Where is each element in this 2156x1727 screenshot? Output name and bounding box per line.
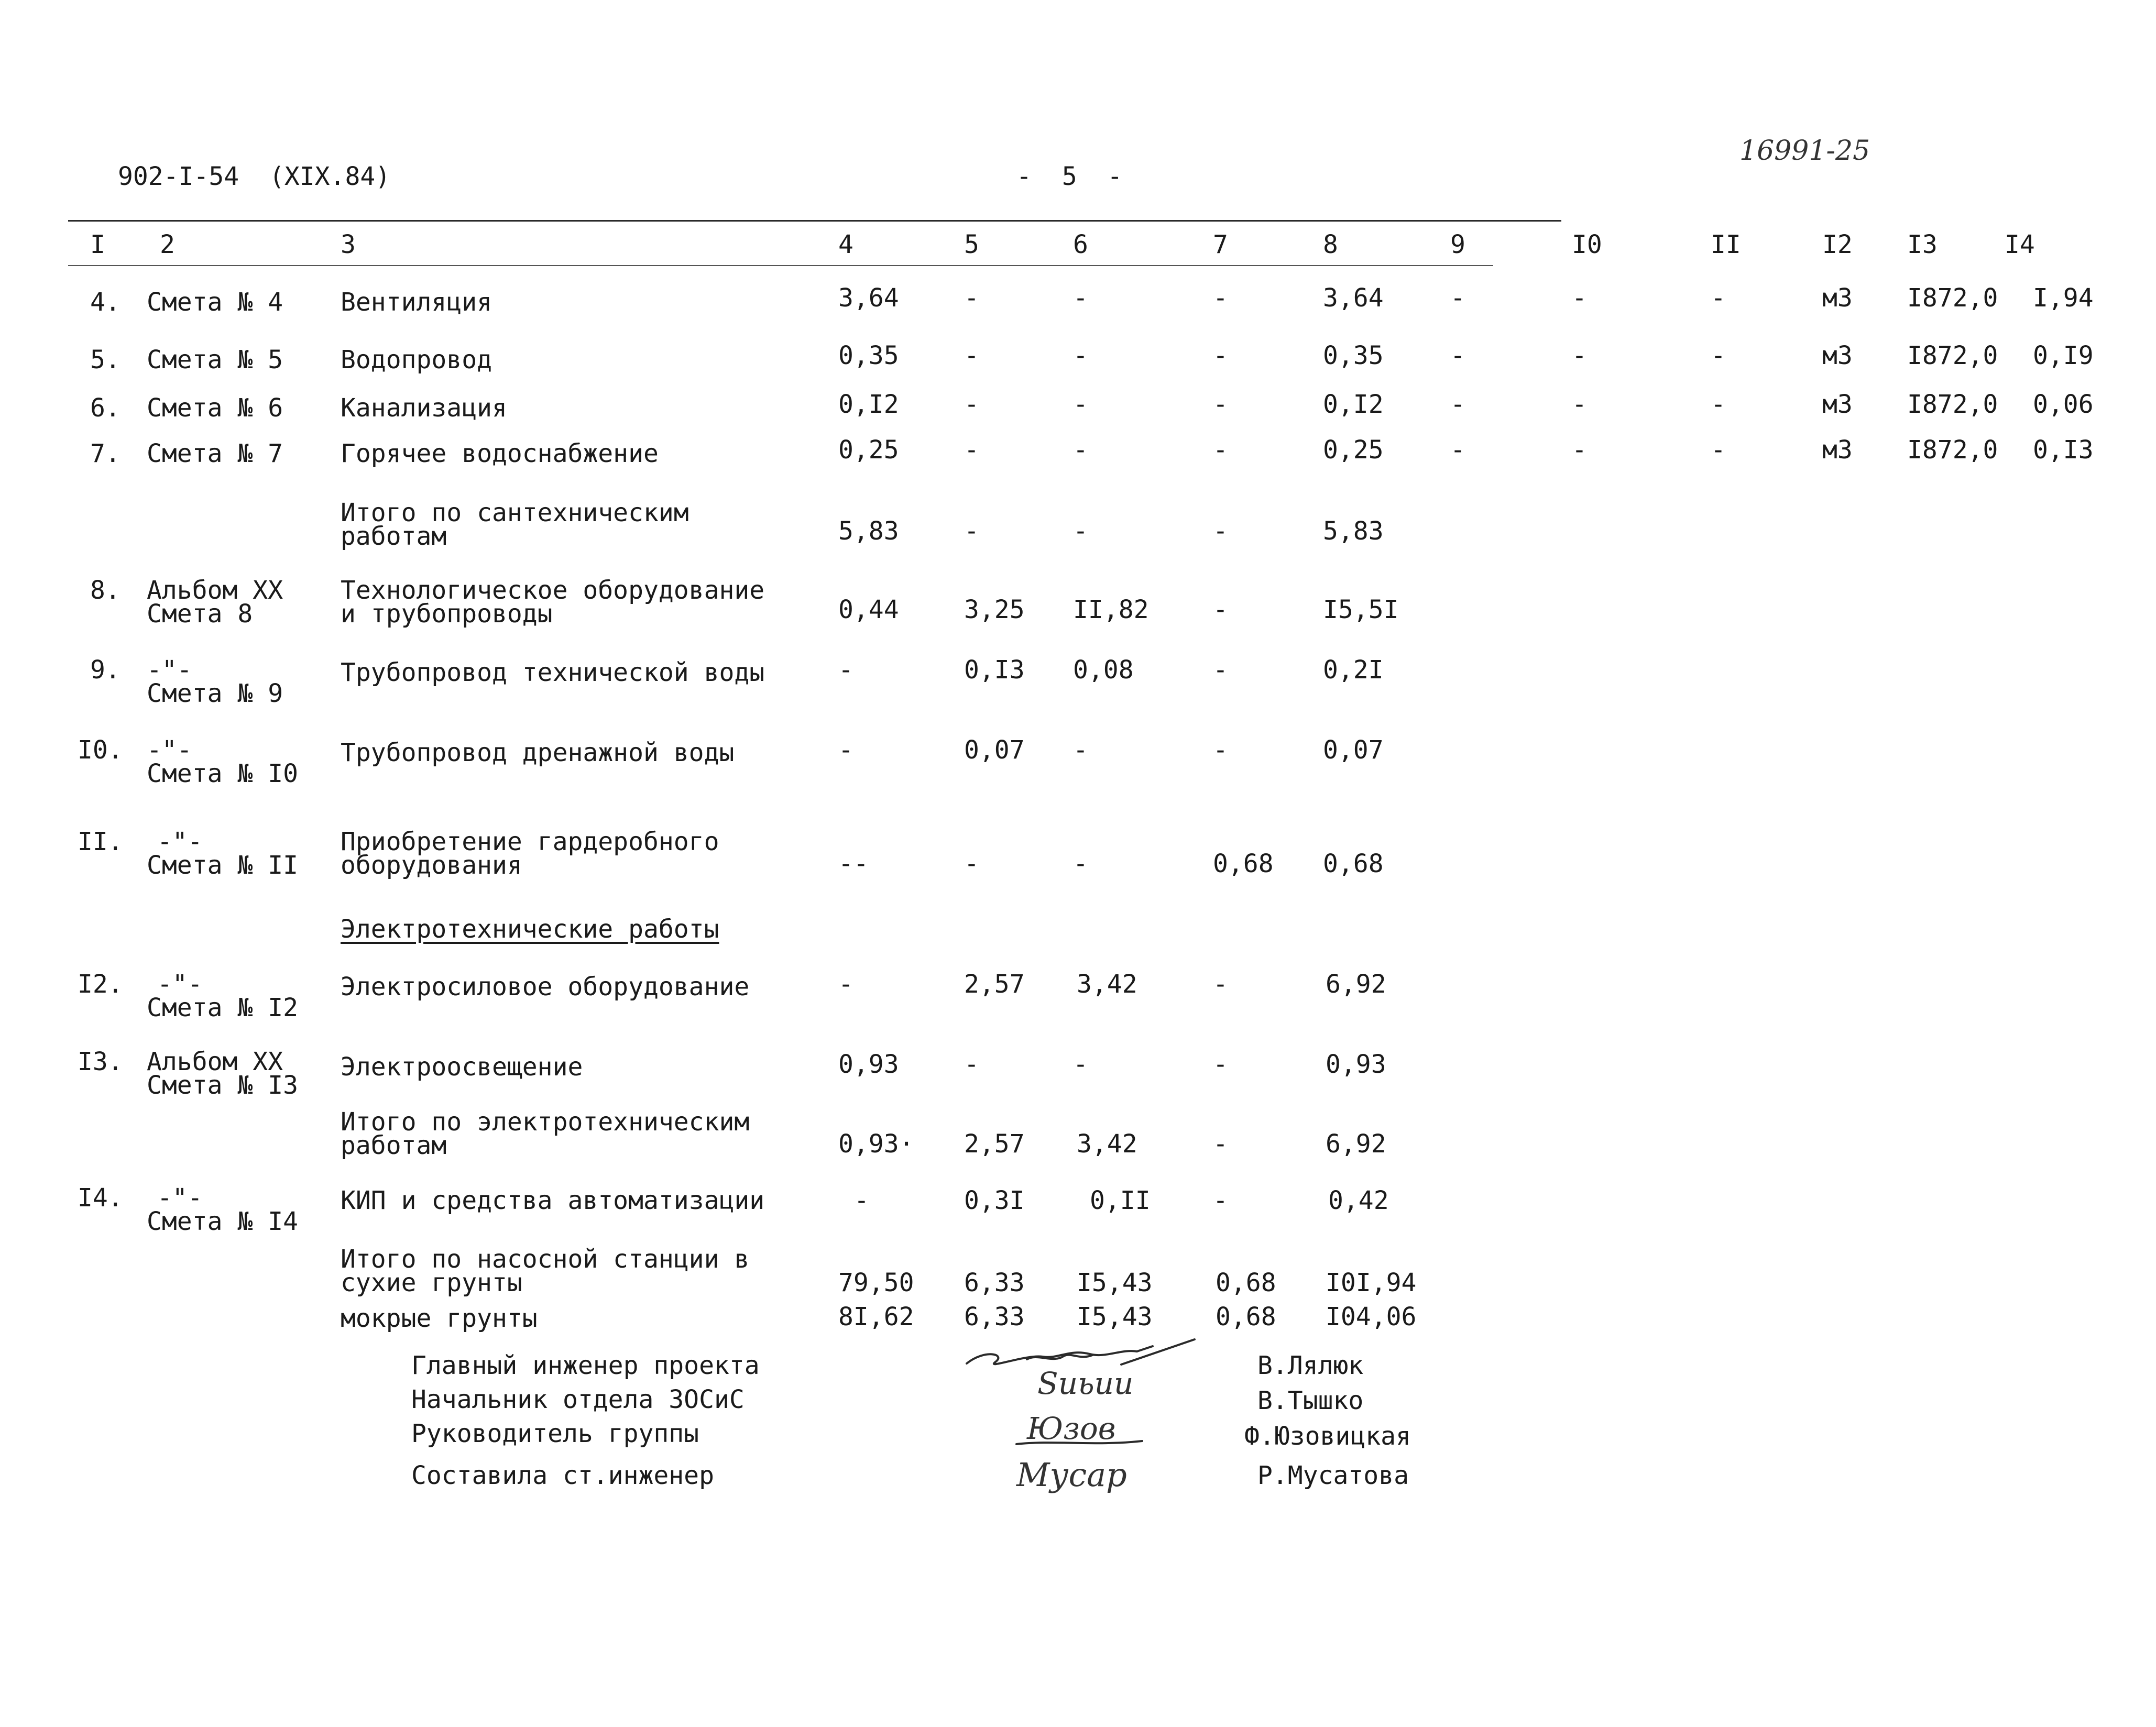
row-name: Итого по насосной станции в [341, 1245, 750, 1274]
cell-col13: I872,0 [1907, 341, 1998, 370]
cell-col7: - [1213, 970, 1228, 999]
cell-col9: - [1450, 341, 1465, 370]
cell-col4: 8I,62 [838, 1302, 914, 1332]
cell-col9: - [1450, 435, 1465, 465]
cell-col6: 0,II [1090, 1186, 1151, 1215]
row-reference: Смета № 9 [147, 679, 283, 708]
cell-col8: 5,83 [1323, 516, 1384, 546]
cell-col7: - [1213, 435, 1228, 465]
row-number: 6. [90, 393, 121, 423]
cell-col6: - [1073, 735, 1088, 765]
row-reference: -"- [147, 655, 192, 685]
cell-col8: 0,68 [1323, 849, 1384, 878]
cell-col8: 0,2I [1323, 655, 1384, 685]
row-number: I2. [78, 970, 123, 999]
cell-col4: -- [838, 849, 869, 878]
cell-col8: 6,92 [1326, 1129, 1386, 1159]
section-heading: Электротехнические работы [341, 915, 719, 944]
cell-col5: - [964, 341, 979, 370]
column-header: I [90, 230, 105, 259]
cell-col7: - [1213, 595, 1228, 624]
header-rule-bottom [68, 265, 1493, 266]
cell-col6: - [1073, 390, 1088, 419]
signature-handwriting: Мусар [1016, 1456, 1127, 1494]
cell-col6: - [1073, 1050, 1088, 1079]
cell-col6: - [1073, 341, 1088, 370]
cell-col6: - [1073, 435, 1088, 465]
column-header: 6 [1073, 230, 1088, 259]
cell-col6: - [1073, 849, 1088, 878]
cell-col5: 0,07 [964, 735, 1025, 765]
cell-col14: 0,I3 [2033, 435, 2094, 465]
row-number: 7. [90, 439, 121, 468]
cell-col13: I872,0 [1907, 435, 1998, 465]
row-reference: Альбом XX [147, 1047, 283, 1076]
cell-col9: - [1450, 390, 1465, 419]
row-reference: Смета № I3 [147, 1071, 298, 1100]
cell-col7: - [1213, 1129, 1228, 1159]
row-name: сухие грунты [341, 1268, 522, 1297]
column-header: I3 [1907, 230, 1938, 259]
row-reference: Смета № 5 [147, 345, 283, 375]
column-header: 3 [341, 230, 356, 259]
cell-col5: - [964, 435, 979, 465]
row-name: и трубопроводы [341, 599, 553, 629]
cell-col7: - [1213, 341, 1228, 370]
cell-col4: - [854, 1186, 869, 1215]
cell-col10: - [1572, 341, 1587, 370]
row-name: Технологическое оборудование [341, 576, 765, 605]
row-name: оборудования [341, 851, 522, 880]
row-name: Трубопровод технической воды [341, 658, 765, 687]
row-name: Приобретение гардеробного [341, 827, 719, 856]
row-number: I4. [78, 1183, 123, 1213]
cell-col6: - [1073, 516, 1088, 546]
cell-col4: 0,93 [838, 1050, 899, 1079]
cell-col5: 0,I3 [964, 655, 1025, 685]
row-name: Итого по электротехническим [341, 1107, 750, 1137]
cell-col4: 0,25 [838, 435, 899, 465]
cell-col8: I04,06 [1326, 1302, 1417, 1332]
cell-col4: 0,93· [838, 1129, 914, 1159]
signatory-role: Главный инженер проекта [411, 1351, 760, 1380]
column-header: I0 [1572, 230, 1602, 259]
cell-col8: 0,35 [1323, 341, 1384, 370]
signatory-name: В.Лялюк [1257, 1351, 1364, 1380]
signatory-role: Руководитель группы [411, 1419, 699, 1448]
row-number: 8. [90, 576, 121, 605]
row-reference: Смета № 7 [147, 439, 283, 468]
row-name: Электросиловое оборудование [341, 972, 750, 1002]
cell-col14: 0,I9 [2033, 341, 2094, 370]
row-number: 4. [90, 288, 121, 317]
cell-col12: м3 [1822, 435, 1853, 465]
cell-col8: 0,I2 [1323, 390, 1384, 419]
header-rule-top [68, 220, 1561, 222]
cell-col12: м3 [1822, 390, 1853, 419]
cell-col11: - [1711, 341, 1726, 370]
cell-col14: I,94 [2033, 283, 2094, 313]
inventory-number: 16991-25 [1739, 135, 1870, 167]
row-name: Вентиляция [341, 288, 492, 317]
document-code: 902-I-54 (XIX.84) [118, 162, 391, 191]
cell-col7: - [1213, 655, 1228, 685]
cell-col7: - [1213, 283, 1228, 313]
cell-col6: II,82 [1073, 595, 1149, 624]
signature-handwriting: Юзов [1027, 1411, 1116, 1446]
cell-col7: 0,68 [1213, 849, 1274, 878]
column-header: 7 [1213, 230, 1228, 259]
cell-col8: 0,07 [1323, 735, 1384, 765]
cell-col11: - [1711, 390, 1726, 419]
cell-col8: 0,25 [1323, 435, 1384, 465]
cell-col9: - [1450, 283, 1465, 313]
cell-col5: - [964, 849, 979, 878]
cell-col8: 0,93 [1326, 1050, 1386, 1079]
row-name: работам [341, 1131, 447, 1160]
cell-col6: 3,42 [1077, 1129, 1137, 1159]
row-reference: Смета № I2 [147, 993, 298, 1022]
cell-col6: 0,08 [1073, 655, 1134, 685]
cell-col10: - [1572, 283, 1587, 313]
row-reference: -"- [157, 827, 203, 856]
cell-col12: м3 [1822, 341, 1853, 370]
row-name: работам [341, 522, 447, 551]
cell-col6: 3,42 [1077, 970, 1137, 999]
cell-col6: I5,43 [1077, 1302, 1153, 1332]
page-number: - 5 - [1016, 162, 1123, 191]
row-name: мокрые грунты [341, 1304, 538, 1333]
column-header: 9 [1450, 230, 1465, 259]
row-name: Итого по сантехническим [341, 498, 689, 527]
cell-col5: - [964, 390, 979, 419]
column-header: I4 [2005, 230, 2035, 259]
cell-col7: 0,68 [1216, 1302, 1276, 1332]
row-name: Водопровод [341, 345, 492, 375]
cell-col4: 0,44 [838, 595, 899, 624]
row-reference: -"- [147, 735, 192, 765]
row-number: 5. [90, 345, 121, 375]
cell-col4: - [838, 970, 853, 999]
cell-col5: 2,57 [964, 970, 1025, 999]
row-number: I3. [78, 1047, 123, 1076]
cell-col10: - [1572, 435, 1587, 465]
row-reference: Смета 8 [147, 599, 253, 629]
row-reference: Смета № 6 [147, 393, 283, 423]
cell-col12: м3 [1822, 283, 1853, 313]
column-header: 8 [1323, 230, 1338, 259]
cell-col14: 0,06 [2033, 390, 2094, 419]
cell-col13: I872,0 [1907, 390, 1998, 419]
cell-col6: - [1073, 283, 1088, 313]
cell-col5: - [964, 283, 979, 313]
signatory-name: В.Тышко [1257, 1386, 1364, 1415]
cell-col4: 0,35 [838, 341, 899, 370]
row-reference: Смета № I4 [147, 1207, 298, 1236]
cell-col10: - [1572, 390, 1587, 419]
row-name: КИП и средства автоматизации [341, 1186, 765, 1215]
row-reference: Смета № I0 [147, 759, 298, 788]
row-number: I0. [78, 735, 123, 765]
row-reference: -"- [157, 1183, 203, 1213]
cell-col5: 6,33 [964, 1268, 1025, 1297]
row-number: 9. [90, 655, 121, 685]
cell-col8: I5,5I [1323, 595, 1399, 624]
row-number: II. [78, 827, 123, 856]
cell-col7: 0,68 [1216, 1268, 1276, 1297]
cell-col8: I0I,94 [1326, 1268, 1417, 1297]
signatory-role: Составила ст.инженер [411, 1461, 714, 1490]
signatory-name: Ф.Юзовицкая [1244, 1422, 1411, 1451]
signature-handwriting: Ѕиьии [1037, 1366, 1134, 1401]
cell-col4: 3,64 [838, 283, 899, 313]
cell-col7: - [1213, 516, 1228, 546]
column-header: 5 [964, 230, 979, 259]
cell-col5: - [964, 516, 979, 546]
cell-col5: 6,33 [964, 1302, 1025, 1332]
cell-col11: - [1711, 435, 1726, 465]
signatory-name: Р.Мусатова [1257, 1461, 1409, 1490]
cell-col8: 0,42 [1328, 1186, 1389, 1215]
cell-col4: 0,I2 [838, 390, 899, 419]
cell-col7: - [1213, 735, 1228, 765]
cell-col4: 79,50 [838, 1268, 914, 1297]
row-name: Горячее водоснабжение [341, 439, 659, 468]
signatory-role: Начальник отдела ЗОСиС [411, 1385, 745, 1414]
cell-col5: 2,57 [964, 1129, 1025, 1159]
row-reference: Смета № II [147, 851, 298, 880]
cell-col11: - [1711, 283, 1726, 313]
cell-col5: 3,25 [964, 595, 1025, 624]
cell-col4: - [838, 735, 853, 765]
cell-col4: 5,83 [838, 516, 899, 546]
row-reference: Смета № 4 [147, 288, 283, 317]
column-header: I2 [1822, 230, 1853, 259]
column-header: II [1711, 230, 1741, 259]
row-name: Электроосвещение [341, 1052, 583, 1082]
cell-col6: I5,43 [1077, 1268, 1153, 1297]
cell-col4: - [838, 655, 853, 685]
column-header: 4 [838, 230, 853, 259]
cell-col7: - [1213, 390, 1228, 419]
column-header: 2 [160, 230, 175, 259]
cell-col8: 3,64 [1323, 283, 1384, 313]
cell-col7: - [1213, 1186, 1228, 1215]
signature-underline [1011, 1438, 1147, 1448]
row-reference: Альбом XX [147, 576, 283, 605]
cell-col5: 0,3I [964, 1186, 1025, 1215]
row-reference: -"- [157, 970, 203, 999]
cell-col8: 6,92 [1326, 970, 1386, 999]
row-name: Канализация [341, 393, 507, 423]
row-name: Трубопровод дренажной воды [341, 738, 735, 767]
cell-col13: I872,0 [1907, 283, 1998, 313]
cell-col5: - [964, 1050, 979, 1079]
cell-col7: - [1213, 1050, 1228, 1079]
